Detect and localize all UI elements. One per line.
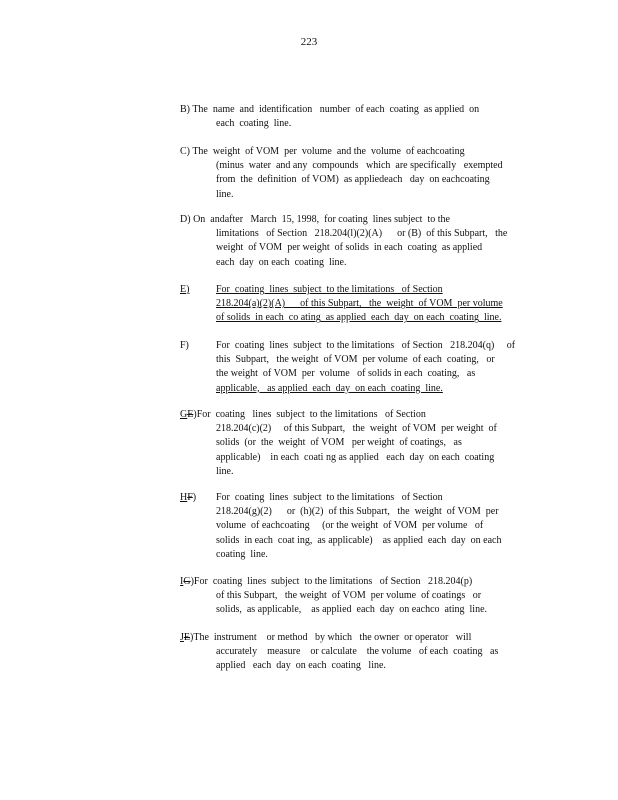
item-c-line-2: (minus water and any compounds which are specifically exempted (216, 160, 503, 172)
item-e-line-3: of solids in each co ating as applied each day on each coating line. (216, 312, 502, 324)
item-j-line-3: applied each day on each coating line. (216, 660, 386, 672)
item-d (180, 213, 538, 270)
item-g-line-5: line. (216, 465, 234, 477)
item-label: F) (180, 340, 189, 351)
item-j-line-2: accurately measure or calculate the volume of each coating as (216, 646, 499, 658)
item-label: E) (180, 284, 190, 295)
item-e-line-2: 218.204(a)(2)(A) of this Subpart, the weight of VOM per volume (216, 298, 503, 310)
item-h-line-3: volume of eachcoating (or the weight of VOM per volume of (216, 520, 484, 532)
item-c (180, 145, 538, 202)
item-h-line-2: 218.204(g)(2) or (h)(2) of this Subpart, the weight of VOM per (216, 506, 499, 518)
item-g-line-1: GE)For coating lines subject to the limitations of Section (180, 409, 426, 420)
item-label: GE) (180, 409, 197, 420)
item-c-line-4: line. (216, 188, 234, 200)
item-i-line-1: IG)For coating lines subject to the limitations of Section 218.204(p) (180, 576, 473, 587)
item-label: B) (180, 104, 190, 115)
item-f-line-3: the weight of VOM per volume of solids in each coating, as (216, 368, 476, 380)
item-g-line-4: applicable) in each coati ng as applied each day on each coating (216, 451, 495, 463)
item-label: JE) (180, 632, 194, 643)
item-d-line-2: limitations of Section 218.204(l)(2)(A) or (B) of this Subpart, the (216, 228, 508, 240)
item-h (180, 491, 538, 562)
item-j-line-1: JE)The instrument or method by which the owner or operator will (180, 632, 472, 643)
item-h-line-5: coating line. (216, 548, 268, 560)
item-f-line-2: this Subpart, the weight of VOM per volume of each coating, or (216, 354, 495, 366)
item-e (180, 283, 538, 326)
item-i-line-2: of this Subpart, the weight of VOM per volume of coatings or (216, 590, 482, 602)
item-b-line-1: B) The name and identification number of each coating as applied on (180, 104, 480, 115)
item-i-line-3: solids, as applicable, as applied each day on eachco ating line. (216, 604, 488, 616)
item-d-line-3: weight of VOM per weight of solids in each coating as applied (216, 242, 483, 254)
item-label: C) (180, 146, 190, 157)
item-j (180, 631, 538, 674)
item-e-line-1: E) For coating lines subject to the limitations of Section (180, 283, 538, 297)
item-label: D) (180, 214, 191, 225)
item-h-line-4: solids in each coat ing, as applicable) as applied each day on each (216, 534, 502, 546)
item-d-line-1: D) On andafter March 15, 1998, for coating lines subject to the (180, 214, 450, 225)
item-b (180, 103, 538, 131)
item-c-line-1: C) The weight of VOM per volume and the volume of eachcoating (180, 146, 465, 157)
item-label: IG) (180, 576, 194, 587)
item-f (180, 339, 538, 396)
page-number: 223 (300, 36, 318, 48)
item-g-line-2: 218.204(c)(2) of this Subpart, the weight of VOM per weight of (216, 423, 497, 435)
item-label: HF) (180, 492, 197, 503)
item-d-line-4: each day on each coating line. (216, 256, 347, 268)
item-b-line-2: each coating line. (216, 118, 292, 130)
item-g-line-3: solids (or the weight of VOM per weight of coatings, as (216, 437, 462, 449)
item-h-line-1: HF) For coating lines subject to the limitations of Section (180, 491, 538, 505)
item-f-line-4: applicable, as applied each day on each coating line. (216, 382, 443, 394)
item-c-line-3: from the definition of VOM) as appliedeach day on eachcoating (216, 174, 490, 186)
item-f-line-1: F) For coating lines subject to the limitations of Section 218.204(q) of (180, 339, 538, 353)
item-i (180, 575, 538, 618)
item-g (180, 408, 538, 479)
